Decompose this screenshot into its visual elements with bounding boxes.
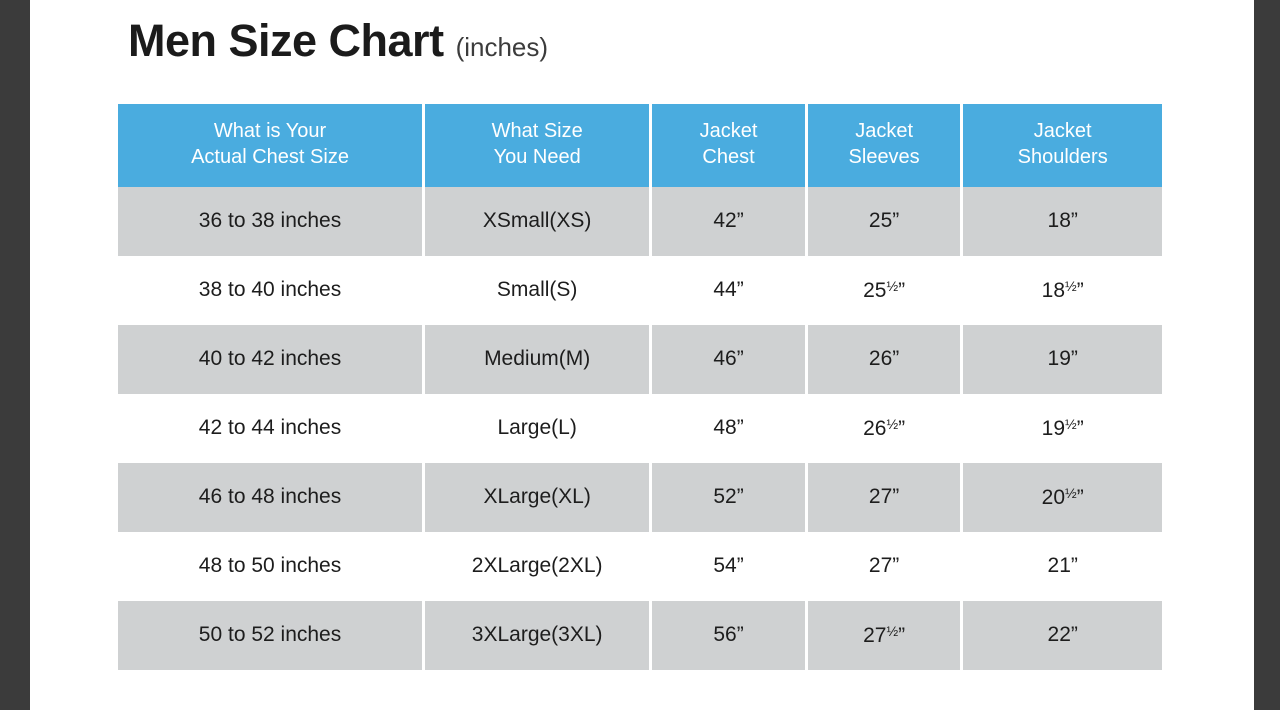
column-header-line2: Actual Chest Size [191, 146, 349, 169]
cell-jacket-sleeves: 25” [808, 187, 964, 256]
table-row [118, 325, 1162, 394]
column-header-line1: Jacket [855, 120, 914, 142]
cell-jacket-shoulders: 22” [963, 601, 1162, 670]
table-row [118, 187, 1162, 256]
cell-jacket-shoulders: $20^{\frac{1}{2}}$” [963, 463, 1162, 532]
title-units: (inches) [455, 32, 549, 62]
table-row [118, 463, 1162, 532]
column-header-line2: You Need [493, 146, 581, 169]
slide-canvas [30, 0, 1254, 710]
cell-size-needed: 3XLarge(3XL) [425, 601, 652, 670]
cell-jacket-chest: 42” [652, 187, 808, 256]
cell-jacket-chest: 46” [652, 325, 808, 394]
cell-size-needed: Large(L) [425, 394, 652, 463]
column-header-line2: Shoulders [1017, 146, 1108, 169]
cell-size-needed: XSmall(XS) [425, 187, 652, 256]
cell-jacket-shoulders: $19^{\frac{1}{2}}$” [963, 394, 1162, 463]
column-header-line1: What Size [491, 120, 583, 142]
cell-actual-chest: 36 to 38 inches [118, 187, 425, 256]
cell-jacket-sleeves: 26” [808, 325, 964, 394]
cell-size-needed: XLarge(XL) [425, 463, 652, 532]
cell-jacket-shoulders: 18” [963, 187, 1162, 256]
column-header-actual-chest [118, 104, 425, 187]
table-header-row [118, 104, 1162, 187]
column-header-jacket-chest [652, 104, 808, 187]
cell-jacket-chest: 48” [652, 394, 808, 463]
column-header-line2: Sleeves [848, 146, 920, 169]
column-header-line2: Chest [702, 146, 755, 169]
table-row [118, 394, 1162, 463]
cell-jacket-sleeves: $27^{\frac{1}{2}}$” [808, 601, 964, 670]
cell-actual-chest: 50 to 52 inches [118, 601, 425, 670]
cell-jacket-sleeves: 27” [808, 532, 964, 601]
column-header-size-needed [425, 104, 652, 187]
cell-jacket-sleeves: 27” [808, 463, 964, 532]
column-header-line1: What is Your [213, 120, 327, 142]
left-gutter [0, 0, 30, 710]
cell-jacket-chest: 54” [652, 532, 808, 601]
column-header-line1: Jacket [1033, 120, 1092, 142]
size-chart-table [118, 104, 1162, 670]
table-row [118, 256, 1162, 325]
column-header-jacket-sleeves [808, 104, 964, 187]
table-row [118, 532, 1162, 601]
cell-actual-chest: 48 to 50 inches [118, 532, 425, 601]
cell-jacket-sleeves: $26^{\frac{1}{2}}$” [808, 394, 964, 463]
cell-jacket-chest: 56” [652, 601, 808, 670]
cell-jacket-chest: 52” [652, 463, 808, 532]
table-row [118, 601, 1162, 670]
page-title [128, 15, 549, 66]
cell-actual-chest: 38 to 40 inches [118, 256, 425, 325]
column-header-jacket-shoulders [963, 104, 1162, 187]
cell-size-needed: Small(S) [425, 256, 652, 325]
cell-actual-chest: 42 to 44 inches [118, 394, 425, 463]
cell-jacket-sleeves: $25^{\frac{1}{2}}$” [808, 256, 964, 325]
column-header-line1: Jacket [699, 120, 758, 142]
title-main: Men Size Chart [128, 15, 444, 66]
cell-jacket-shoulders: 21” [963, 532, 1162, 601]
cell-actual-chest: 40 to 42 inches [118, 325, 425, 394]
cell-size-needed: Medium(M) [425, 325, 652, 394]
cell-jacket-shoulders: 19” [963, 325, 1162, 394]
cell-actual-chest: 46 to 48 inches [118, 463, 425, 532]
cell-size-needed: 2XLarge(2XL) [425, 532, 652, 601]
cell-jacket-shoulders: $18^{\frac{1}{2}}$” [963, 256, 1162, 325]
cell-jacket-chest: 44” [652, 256, 808, 325]
right-gutter [1254, 0, 1280, 710]
